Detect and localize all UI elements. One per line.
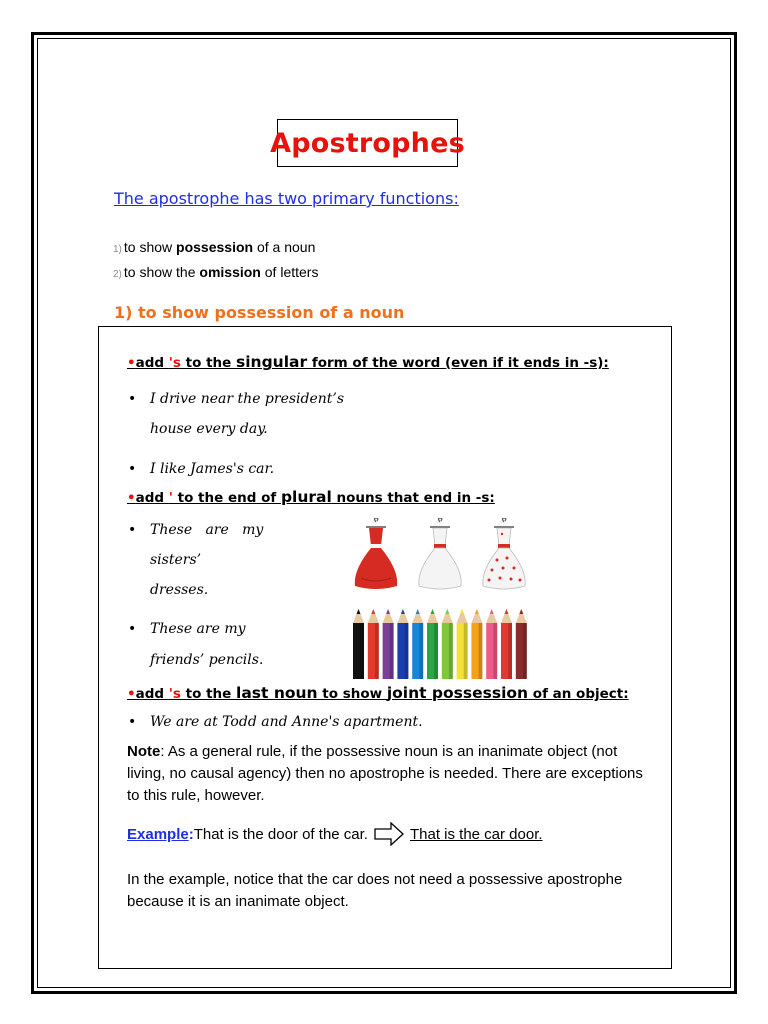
dress-red — [355, 518, 397, 589]
dress-white — [419, 518, 461, 589]
pencil — [383, 609, 394, 679]
pencil — [397, 609, 408, 679]
function-number: 2) — [113, 269, 122, 280]
right-arrow-icon — [374, 822, 404, 846]
function-number: 1) — [113, 244, 122, 255]
example-item — [128, 384, 344, 444]
function-text-end: of letters — [260, 264, 319, 280]
rule-text: to the — [180, 686, 237, 702]
bullet-dot: • — [128, 461, 137, 477]
plural-example-friends — [128, 614, 263, 676]
page-title: Apostrophes — [270, 127, 465, 159]
rule-keyword: singular — [236, 353, 308, 371]
example-line: We are at Todd and Anne's apartment. — [150, 714, 423, 730]
pencils-illustration — [345, 609, 535, 679]
dresses-illustration — [347, 518, 533, 594]
rule-joint — [127, 684, 629, 702]
title-box — [270, 119, 465, 167]
rule-dot: • — [127, 686, 136, 702]
pencil — [471, 609, 482, 679]
functions-list — [113, 236, 318, 286]
rule-text: add — [135, 490, 169, 506]
bullet-dot: • — [128, 391, 137, 407]
rule-dot: • — [127, 355, 136, 371]
pencil — [427, 609, 438, 679]
function-text-end: of a noun — [253, 239, 316, 255]
apostrophe-mark: 's — [168, 686, 181, 702]
joint-examples — [128, 711, 423, 733]
rule-dot: • — [127, 490, 136, 506]
function-keyword: omission — [199, 264, 261, 280]
bullet-dot: • — [128, 714, 137, 730]
example-label: Example — [127, 825, 189, 843]
intro-heading: The apostrophe has two primary functions: — [114, 189, 459, 208]
example-line: house every day. — [150, 421, 268, 437]
example-line: I drive near the president’s — [150, 391, 345, 407]
bullet-dot: • — [128, 621, 137, 637]
example-before: That is the door of the car. — [193, 825, 368, 843]
rule-keyword: joint possession — [386, 684, 529, 702]
pencil — [442, 609, 453, 679]
rule-text: add — [135, 686, 169, 702]
example-line: sisters’ — [150, 552, 202, 568]
rule-plural — [127, 488, 495, 506]
example-item — [128, 454, 344, 484]
pencil — [457, 609, 468, 679]
example-line: These are my — [150, 621, 246, 637]
note-label: Note — [127, 743, 161, 760]
dress-polka — [483, 518, 525, 589]
example-item — [128, 515, 263, 605]
pencil — [486, 609, 497, 679]
rule-text: to show — [317, 686, 387, 702]
rule-text: form of the word (even if it ends in -s): — [307, 355, 609, 371]
pencil — [368, 609, 379, 679]
example-colon: : — [188, 825, 194, 843]
closing-paragraph: In the example, notice that the car does not need a possessive apostrophe because it is an inanimate object. — [127, 871, 623, 910]
note-paragraph — [127, 741, 647, 807]
apostrophe-mark: ' — [168, 490, 178, 506]
pencil — [516, 609, 527, 679]
apostrophe-mark: 's — [168, 355, 181, 371]
example-line: These are my — [150, 522, 264, 538]
pencil — [353, 609, 364, 679]
pencil — [412, 609, 423, 679]
example-item — [128, 614, 263, 676]
rule-text: add — [135, 355, 169, 371]
rule-text: to the — [180, 355, 237, 371]
rule-text: of an object: — [528, 686, 629, 702]
function-item — [113, 261, 318, 286]
rule-keyword: plural — [280, 488, 332, 506]
function-text: to show — [123, 239, 177, 255]
example-line: I like James's car. — [150, 461, 275, 477]
function-item — [113, 236, 318, 261]
example-line: dresses. — [150, 582, 209, 598]
example-after: That is the car door. — [409, 825, 543, 843]
function-text: to show the — [123, 264, 200, 280]
plural-example-sisters — [128, 515, 263, 605]
section-heading: 1) to show possession of a noun — [114, 303, 405, 322]
note-text: : As a general rule, if the possessive noun is an inanimate object (not living, no causal agency) then no apostrophe is needed. There are exceptions to this rule, however. — [127, 743, 643, 804]
example-line: friends’ pencils. — [150, 652, 264, 668]
singular-examples — [128, 384, 344, 484]
rule-text: nouns that end in -s: — [331, 490, 495, 506]
rule-singular — [127, 353, 609, 371]
example-row — [127, 822, 543, 846]
bullet-dot: • — [128, 522, 137, 538]
example-item — [128, 711, 423, 733]
rule-text: to the end of — [177, 490, 281, 506]
function-keyword: possession — [176, 239, 254, 255]
pencil — [501, 609, 512, 679]
rule-keyword: last noun — [236, 684, 318, 702]
